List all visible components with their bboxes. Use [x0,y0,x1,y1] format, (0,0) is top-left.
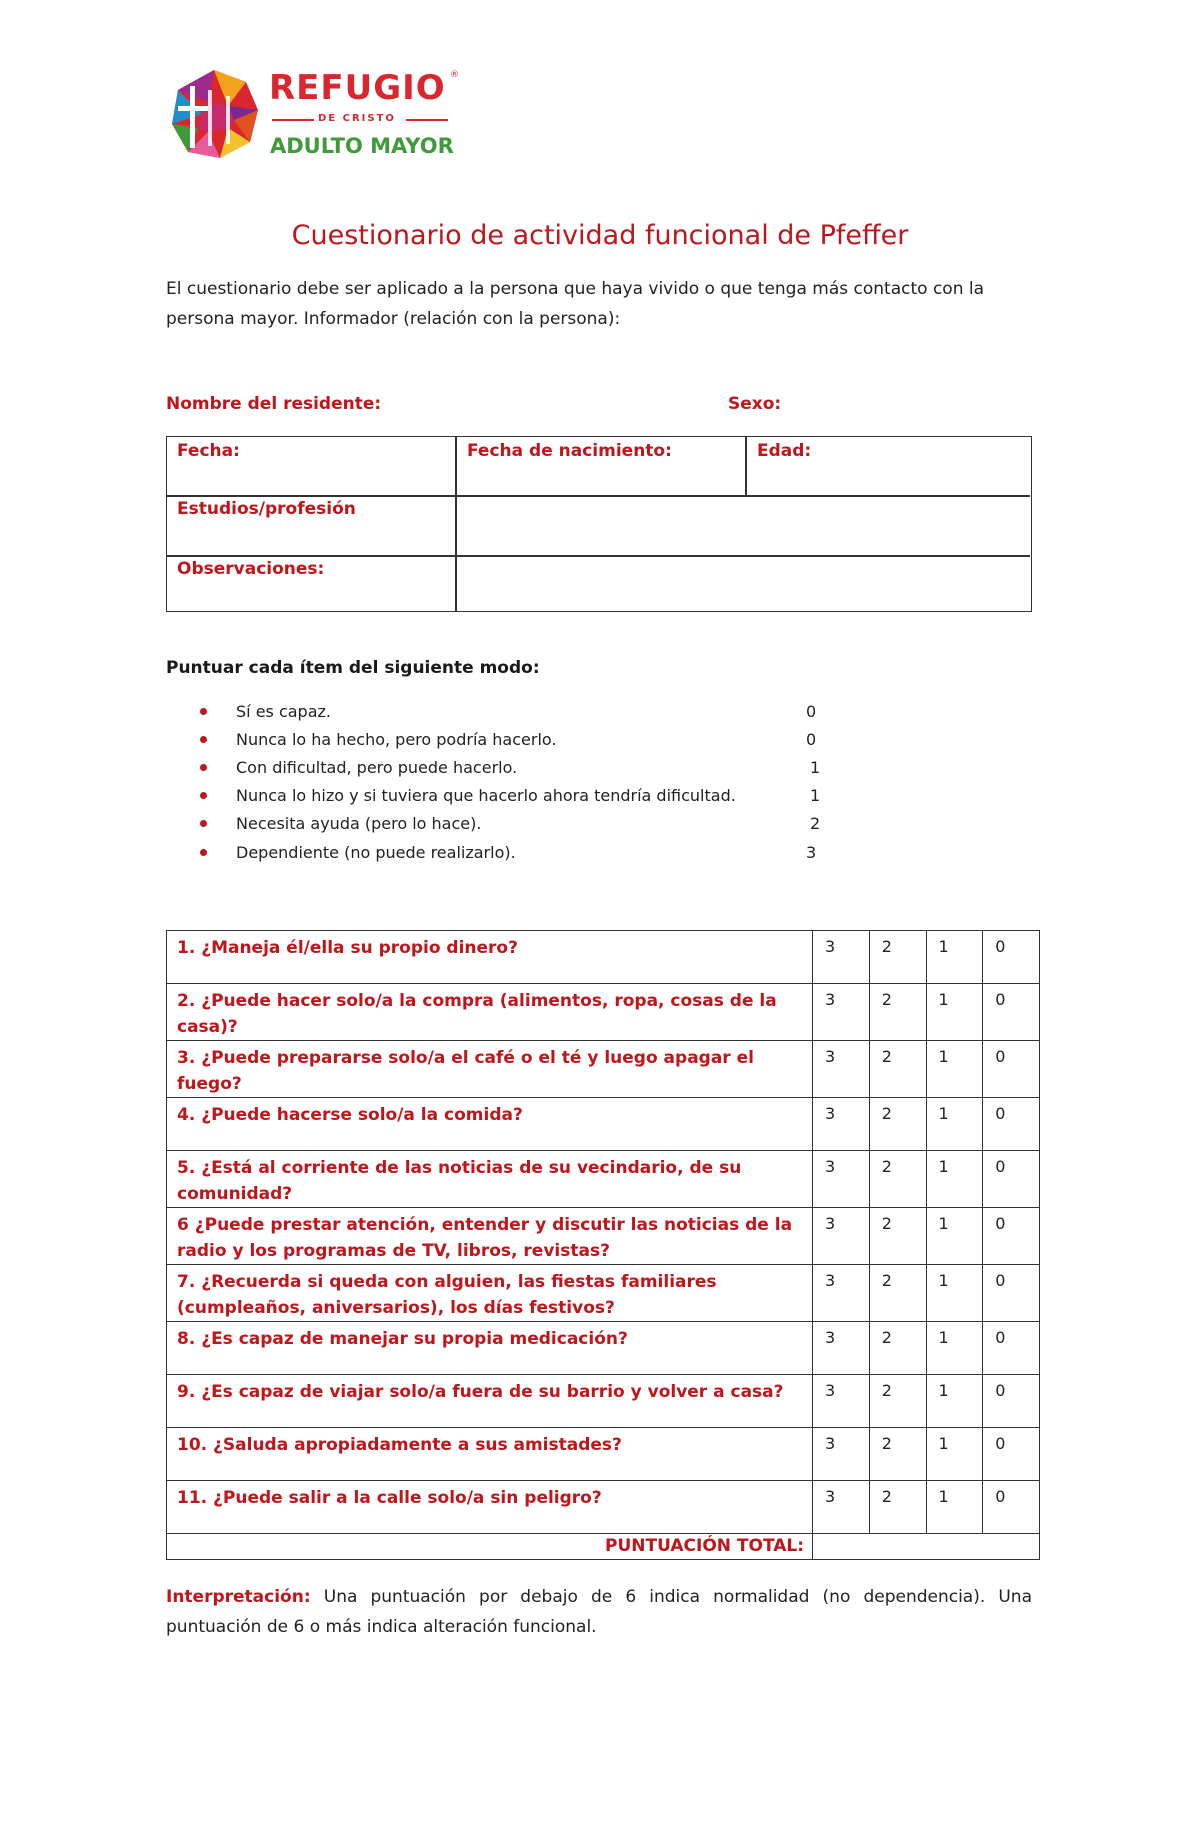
score-option[interactable]: 1 [926,1041,983,1098]
scoring-item-text: Nunca lo ha hecho, pero podría hacerlo. [236,730,557,749]
score-option[interactable]: 3 [813,1481,870,1534]
score-option[interactable]: 2 [869,1481,926,1534]
scoring-item-score: 3 [806,843,817,862]
bullet-icon [200,736,207,743]
score-option[interactable]: 0 [983,1208,1040,1265]
question-text: 10. ¿Saluda apropiadamente a sus amistades? [167,1428,813,1481]
scoring-item-score: 0 [806,730,817,749]
question-row [167,1041,1040,1098]
scoring-item-score: 0 [806,702,817,721]
question-text: 11. ¿Puede salir a la calle solo/a sin peligro? [167,1481,813,1534]
score-option[interactable]: 0 [983,1428,1040,1481]
question-text: 9. ¿Es capaz de viajar solo/a fuera de su barrio y volver a casa? [167,1375,813,1428]
score-option[interactable]: 3 [813,984,870,1041]
info-table-divider-2 [167,555,1030,557]
question-row [167,1428,1040,1481]
bullet-icon [200,820,207,827]
score-option[interactable]: 2 [869,1265,926,1322]
score-option[interactable]: 1 [926,1481,983,1534]
score-option[interactable]: 3 [813,1265,870,1322]
logo-divider-left [272,119,314,121]
score-option[interactable]: 0 [983,1265,1040,1322]
score-option[interactable]: 2 [869,1041,926,1098]
logo [168,66,468,166]
resident-name-label: Nombre del residente: [166,394,382,414]
question-row [167,1375,1040,1428]
score-option[interactable]: 3 [813,1098,870,1151]
score-option[interactable]: 1 [926,1322,983,1375]
score-option[interactable]: 1 [926,984,983,1041]
questions-table [166,930,1040,1560]
score-option[interactable]: 2 [869,1208,926,1265]
score-option[interactable]: 3 [813,1375,870,1428]
score-option[interactable]: 0 [983,984,1040,1041]
question-row [167,931,1040,984]
question-row [167,984,1040,1041]
question-text: 6 ¿Puede prestar atención, entender y discutir las noticias de la radio y los programas de TV, libros, revistas? [167,1208,813,1265]
logo-emblem-icon [168,66,260,162]
birthdate-label: Fecha de nacimiento: [467,441,672,461]
score-option[interactable]: 2 [869,1151,926,1208]
score-option[interactable]: 3 [813,931,870,984]
question-text: 1. ¿Maneja él/ella su propio dinero? [167,931,813,984]
question-row [167,1151,1040,1208]
score-option[interactable]: 1 [926,1208,983,1265]
scoring-item-text: Sí es capaz. [236,702,331,721]
score-option[interactable]: 2 [869,1375,926,1428]
age-label: Edad: [757,441,812,461]
score-option[interactable]: 1 [926,1375,983,1428]
score-option[interactable]: 2 [869,931,926,984]
question-text: 5. ¿Está al corriente de las noticias de su vecindario, de su comunidad? [167,1151,813,1208]
logo-trademark: ® [450,70,459,80]
score-option[interactable]: 0 [983,931,1040,984]
bullet-icon [200,792,207,799]
total-label: PUNTUACIÓN TOTAL: [167,1534,813,1560]
info-table-divider-v1 [455,437,457,611]
score-option[interactable]: 1 [926,1098,983,1151]
scoring-item-text: Con dificultad, pero puede hacerlo. [236,758,518,777]
score-option[interactable]: 1 [926,931,983,984]
question-row [167,1322,1040,1375]
bullet-icon [200,708,207,715]
sex-label: Sexo: [728,394,782,414]
studies-label: Estudios/profesión [177,499,356,519]
info-table-divider-1 [167,495,1030,497]
score-option[interactable]: 0 [983,1098,1040,1151]
scoring-heading: Puntuar cada ítem del siguiente modo: [166,658,540,678]
score-option[interactable]: 0 [983,1041,1040,1098]
interpretation [166,1582,1032,1642]
question-row [167,1481,1040,1534]
score-option[interactable]: 1 [926,1265,983,1322]
resident-info-table [166,436,1032,612]
question-text: 8. ¿Es capaz de manejar su propia medicación? [167,1322,813,1375]
score-option[interactable]: 0 [983,1151,1040,1208]
scoring-item-score: 1 [810,786,821,805]
score-option[interactable]: 0 [983,1481,1040,1534]
scoring-item-text: Nunca lo hizo y si tuviera que hacerlo ahora tendría dificultad. [236,786,736,805]
observations-label: Observaciones: [177,559,325,579]
score-option[interactable]: 3 [813,1041,870,1098]
logo-divider-right [406,119,448,121]
intro-paragraph: El cuestionario debe ser aplicado a la persona que haya vivido o que tenga más contacto con la persona mayor. Informador (relación con la persona): [166,279,985,329]
scoring-item-text: Dependiente (no puede realizarlo). [236,843,516,862]
page-title: Cuestionario de actividad funcional de Pfeffer [291,220,909,251]
score-option[interactable]: 2 [869,1322,926,1375]
info-table-divider-v2 [745,437,747,497]
scoring-item-text: Necesita ayuda (pero lo hace). [236,814,482,833]
score-option[interactable]: 2 [869,1098,926,1151]
bullet-icon [200,764,207,771]
question-row [167,1208,1040,1265]
question-text: 2. ¿Puede hacer solo/a la compra (alimentos, ropa, cosas de la casa)? [167,984,813,1041]
score-option[interactable]: 3 [813,1151,870,1208]
logo-tagline: ADULTO MAYOR [270,134,454,158]
interpretation-label: Interpretación: [166,1587,311,1607]
logo-subtitle: DE CRISTO [318,113,396,124]
interpretation-text: Una puntuación por debajo de 6 indica normalidad (no dependencia). Una puntuación de 6 o más indica alteración funcional. [166,1587,1032,1637]
total-score-field[interactable] [813,1534,1040,1560]
score-option[interactable]: 3 [813,1208,870,1265]
scoring-item-score: 2 [810,814,821,833]
question-text: 7. ¿Recuerda si queda con alguien, las fiestas familiares (cumpleaños, aniversarios), los días festivos? [167,1265,813,1322]
question-row [167,1098,1040,1151]
score-option[interactable]: 1 [926,1428,983,1481]
total-row [167,1534,1040,1560]
logo-name: REFUGIO [269,68,446,108]
score-option[interactable]: 3 [813,1428,870,1481]
score-option[interactable]: 3 [813,1322,870,1375]
score-option[interactable]: 1 [926,1151,983,1208]
question-row [167,1265,1040,1322]
score-option[interactable]: 2 [869,984,926,1041]
question-text: 3. ¿Puede prepararse solo/a el café o el té y luego apagar el fuego? [167,1041,813,1098]
question-text: 4. ¿Puede hacerse solo/a la comida? [167,1098,813,1151]
fecha-label: Fecha: [177,441,240,461]
score-option[interactable]: 0 [983,1322,1040,1375]
scoring-item-score: 1 [810,758,821,777]
score-option[interactable]: 2 [869,1428,926,1481]
score-option[interactable]: 0 [983,1375,1040,1428]
bullet-icon [200,849,207,856]
